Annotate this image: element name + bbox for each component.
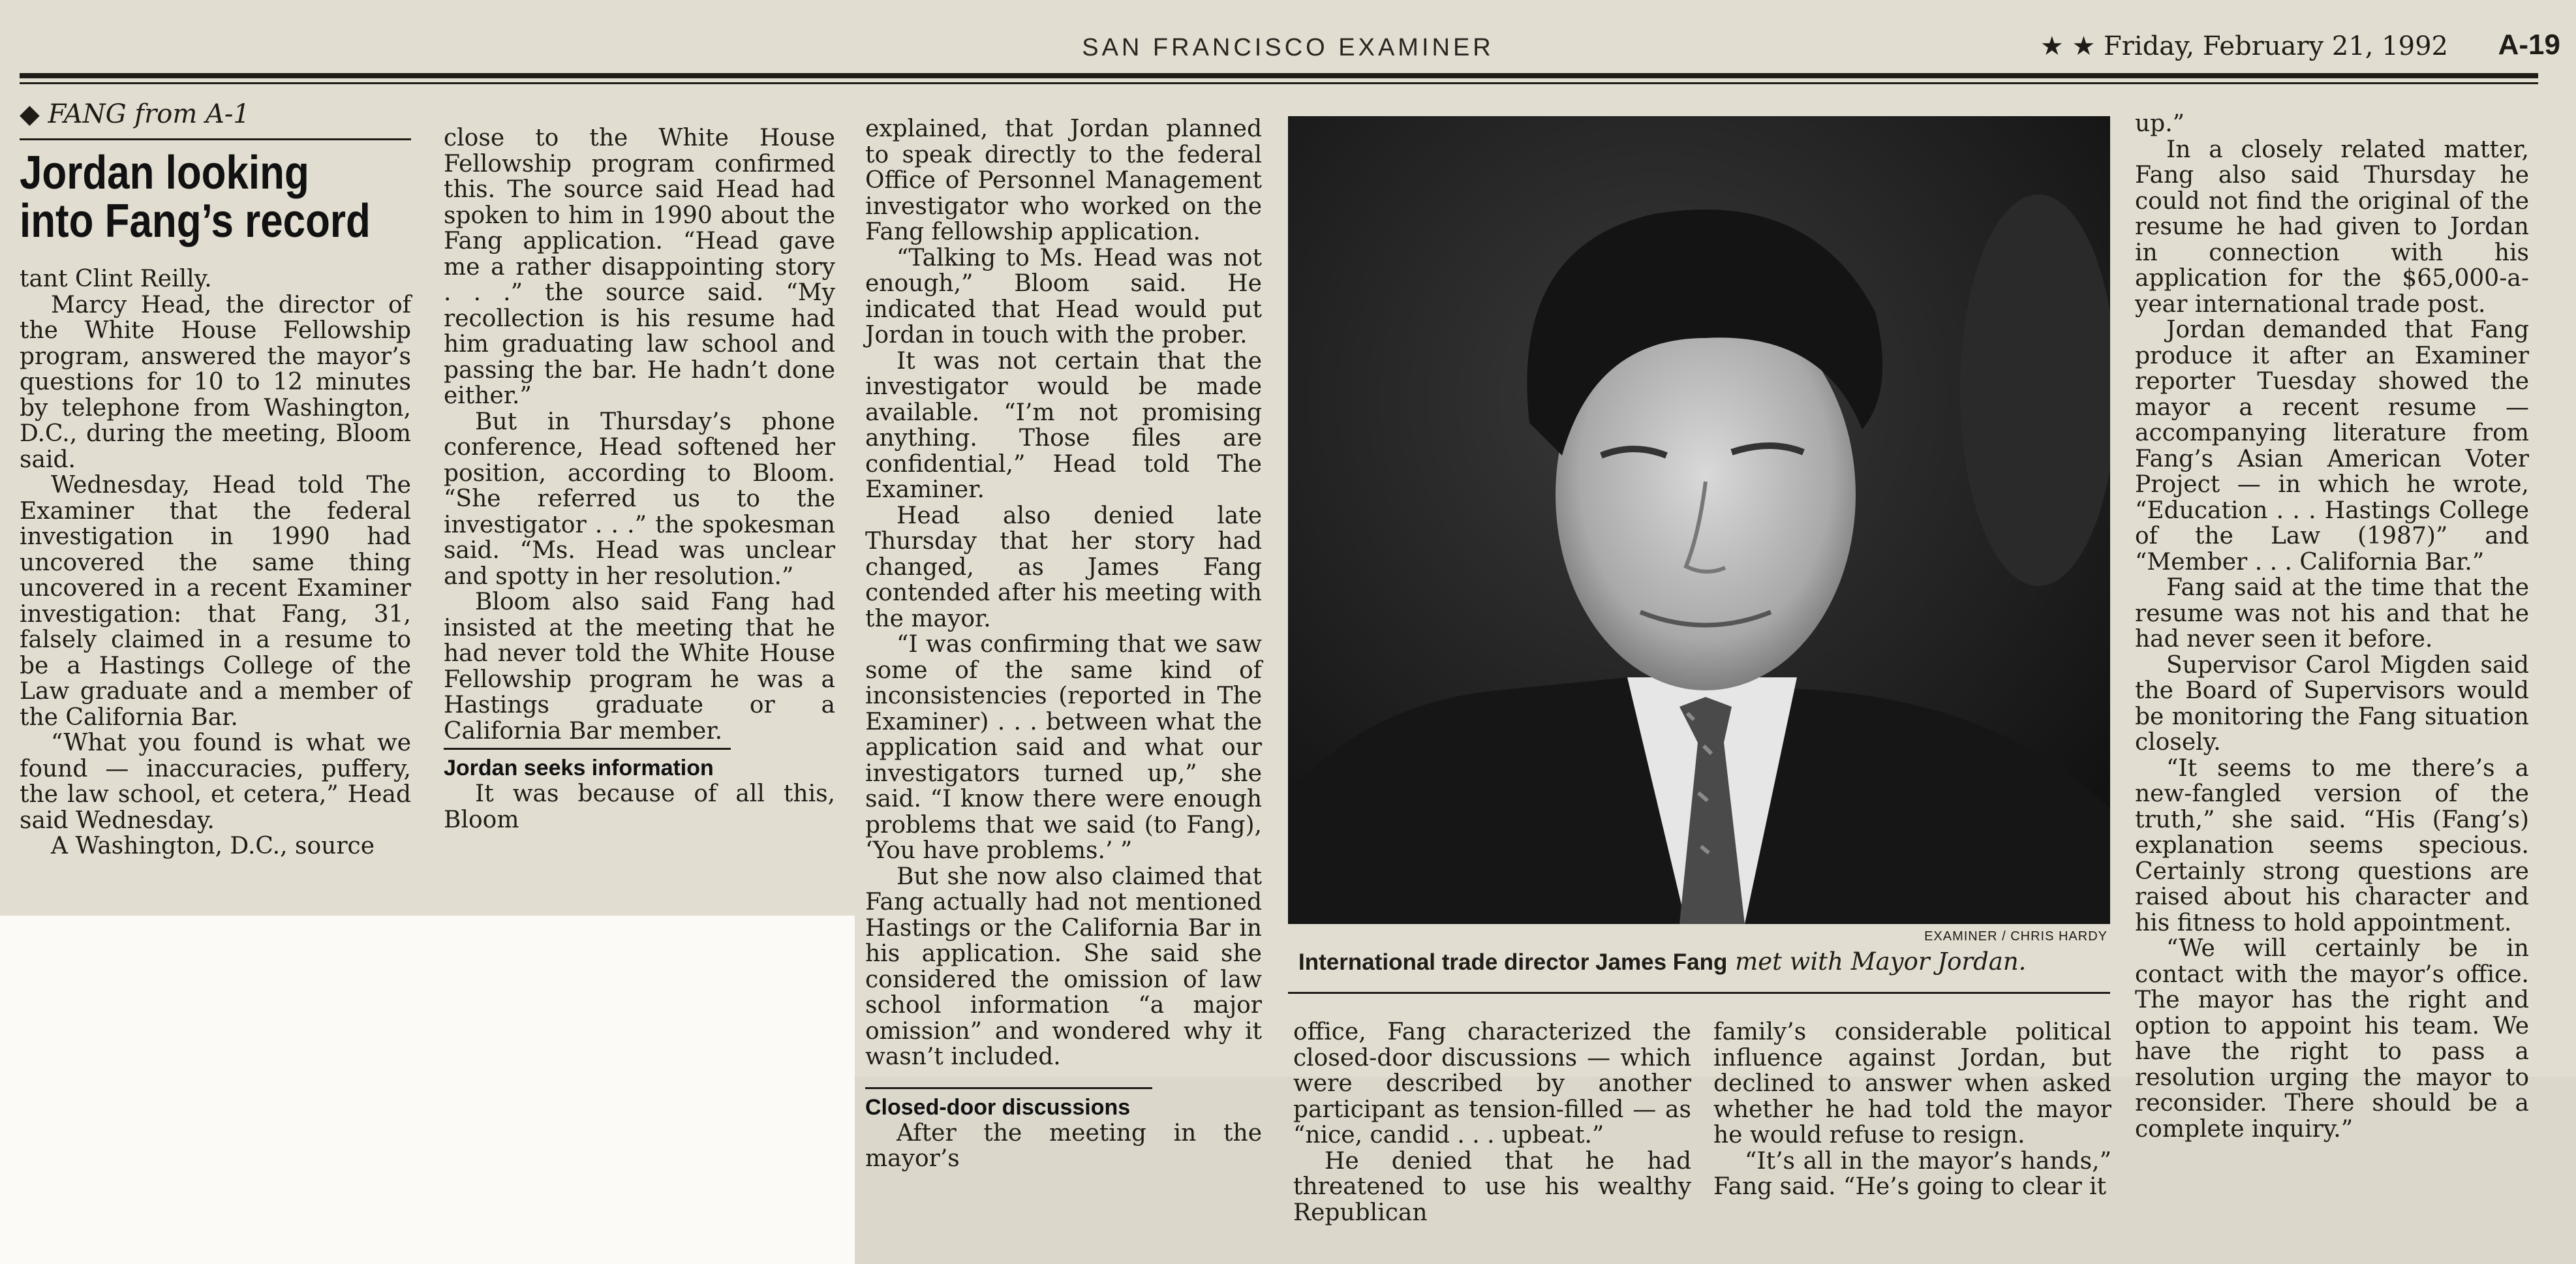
photo-james-fang (1288, 116, 2110, 924)
subhead-jordan-seeks-information: Jordan seeks information (444, 756, 714, 780)
paragraph: It was because of all this, Bloom (444, 780, 835, 833)
paragraph: It was not certain that the investigator would be made available. “I’m not promising anything. Those files are confidential,” Head told The Examiner. (865, 347, 1262, 503)
paragraph: He denied that he had threatened to use his wealthy Republican (1293, 1147, 1691, 1226)
photo-caption (1298, 948, 2108, 977)
column-1 (20, 266, 411, 859)
paragraph: Supervisor Carol Migden said the Board of Supervisors would be monitoring the Fang situation closely. (2135, 651, 2529, 756)
paragraph: “Talking to Ms. Head was not enough,” Bloom said. He indicated that Head would put Jordan in touch with the prober. (865, 244, 1262, 348)
jump-rule (20, 138, 411, 140)
paragraph: tant Clint Reilly. (20, 266, 212, 292)
paragraph: After the meeting in the mayor’s (865, 1119, 1262, 1172)
caption-rule (1288, 992, 2110, 994)
page-number: A-19 (2498, 29, 2560, 61)
masthead-rule-thick (20, 73, 2538, 78)
subhead-rule (865, 1087, 1152, 1089)
column-3 (865, 116, 1262, 1172)
column-6 (1713, 1019, 2111, 1200)
paragraph: “It’s all in the mayor’s hands,” Fang said. “He’s going to clear it (1713, 1147, 2111, 1200)
column-2 (444, 125, 835, 833)
paragraph: A Washington, D.C., source (51, 833, 375, 859)
paragraph: Bloom also said Fang had insisted at the meeting that he had never told the White House Fellowship program he was a Hastings graduate or a California Bar member. (444, 589, 835, 745)
paragraph: “It seems to me there’s a new-fangled version of the truth,” she said. “His (Fang’s) explanation seems specious. Certainly strong questions are raised about his character and his fitness to hold appointment. (2135, 754, 2529, 936)
subhead-rule (444, 748, 731, 750)
jump-line: ◆ FANG from A-1 (20, 99, 250, 129)
issue-date: ★ ★ Friday, February 21, 1992 (2040, 31, 2448, 61)
paragraph: Jordan demanded that Fang produce it after an Examiner reporter Tuesday showed the mayor a recent resume — accompanying literature from Fang’s Asian American Voter Project — in which he wrote, “Education . . . Hastings College of the Law (1987)” and “Member . . . California Bar.” (2135, 316, 2529, 576)
paragraph: Fang said at the time that the resume was not his and that he had never seen it before. (2135, 574, 2529, 653)
paragraph: “What you found is what we found — inaccuracies, puffery, the law school, et cetera,” Head said Wednesday. (20, 730, 411, 834)
portrait-image (1288, 116, 2110, 924)
masthead-rule-thin (20, 82, 2538, 84)
paragraph: close to the White House Fellowship program confirmed this. The source said Head had spoken to him in 1990 about the Fang application. “Head gave me a rather disappointing story . . .” the source said. “My recollection is his resume had him graduating law school and passing the bar. He hadn’t done either.” (444, 125, 835, 409)
caption-subject: International trade director James Fang (1298, 949, 1728, 975)
article-headline: Jordan looking into Fang’s record (20, 147, 371, 247)
paragraph: Head also denied late Thursday that her story had changed, as James Fang contended after his meeting with the mayor. (865, 502, 1262, 632)
paragraph: In a closely related matter, Fang also said Thursday he could not find the original of the resume he had given to Jordan in connection with his application for the $65,000-a-year international trade post. (2135, 136, 2529, 318)
paragraph: explained, that Jordan planned to speak directly to the federal Office of Personnel Management investigator who worked on the Fang fellowship application. (865, 116, 1262, 245)
paragraph: But she now also claimed that Fang actually had not mentioned Hastings or the California Bar in his application. She said she considered the omission of law school information “a major omission” and wondered why it wasn’t included. (865, 863, 1262, 1070)
paragraph: office, Fang characterized the closed-door discussions — which were described by another participant as tension-filled — as “nice, candid . . . upbeat.” (1293, 1019, 1691, 1148)
column-7 (2135, 111, 2529, 1142)
paragraph: Marcy Head, the director of the White House Fellowship program, answered the mayor’s questions for 10 to 12 minutes by telephone from Washington, D.C., during the meeting, Bloom said. (20, 291, 411, 473)
column-5 (1293, 1019, 1691, 1225)
masthead (0, 27, 2576, 73)
paragraph: But in Thursday’s phone conference, Head softened her position, according to Bloom. “She referred us to the investigator . . .” the spokesman said. “Ms. Head was unclear and spotty in her resolution.” (444, 408, 835, 590)
paragraph: Wednesday, Head told The Examiner that the federal investigation in 1990 had uncovered the same thing uncovered in a recent Examiner investigation: that Fang, 31, falsely claimed in a resume to be a Hastings College of the Law graduate and a member of the California Bar. (20, 472, 411, 731)
newspaper-name: SAN FRANCISCO EXAMINER (1082, 34, 1494, 61)
subhead-closed-door-discussions: Closed-door discussions (865, 1094, 1131, 1120)
paragraph: “We will certainly be in contact with the mayor’s office. The mayor has the right and option to appoint his team. We have the right to pass a resolution urging the mayor to reconsider. There should be a complete inquiry.” (2135, 935, 2529, 1143)
paragraph: “I was confirming that we saw some of the same kind of inconsistencies (reported in The Examiner) . . . between what the application said and what our investigators turned up,” she said. “I know there were enough problems that we said (to Fang), ‘You have problems.’ ” (865, 631, 1262, 864)
caption-description: met with Mayor Jordan. (1735, 948, 2027, 976)
paragraph: family’s considerable political influence against Jordan, but declined to answer when asked whether he had told the mayor he would refuse to resign. (1713, 1019, 2111, 1148)
paragraph: up.” (2135, 110, 2185, 137)
photo-credit: EXAMINER / CHRIS HARDY (1924, 929, 2108, 944)
